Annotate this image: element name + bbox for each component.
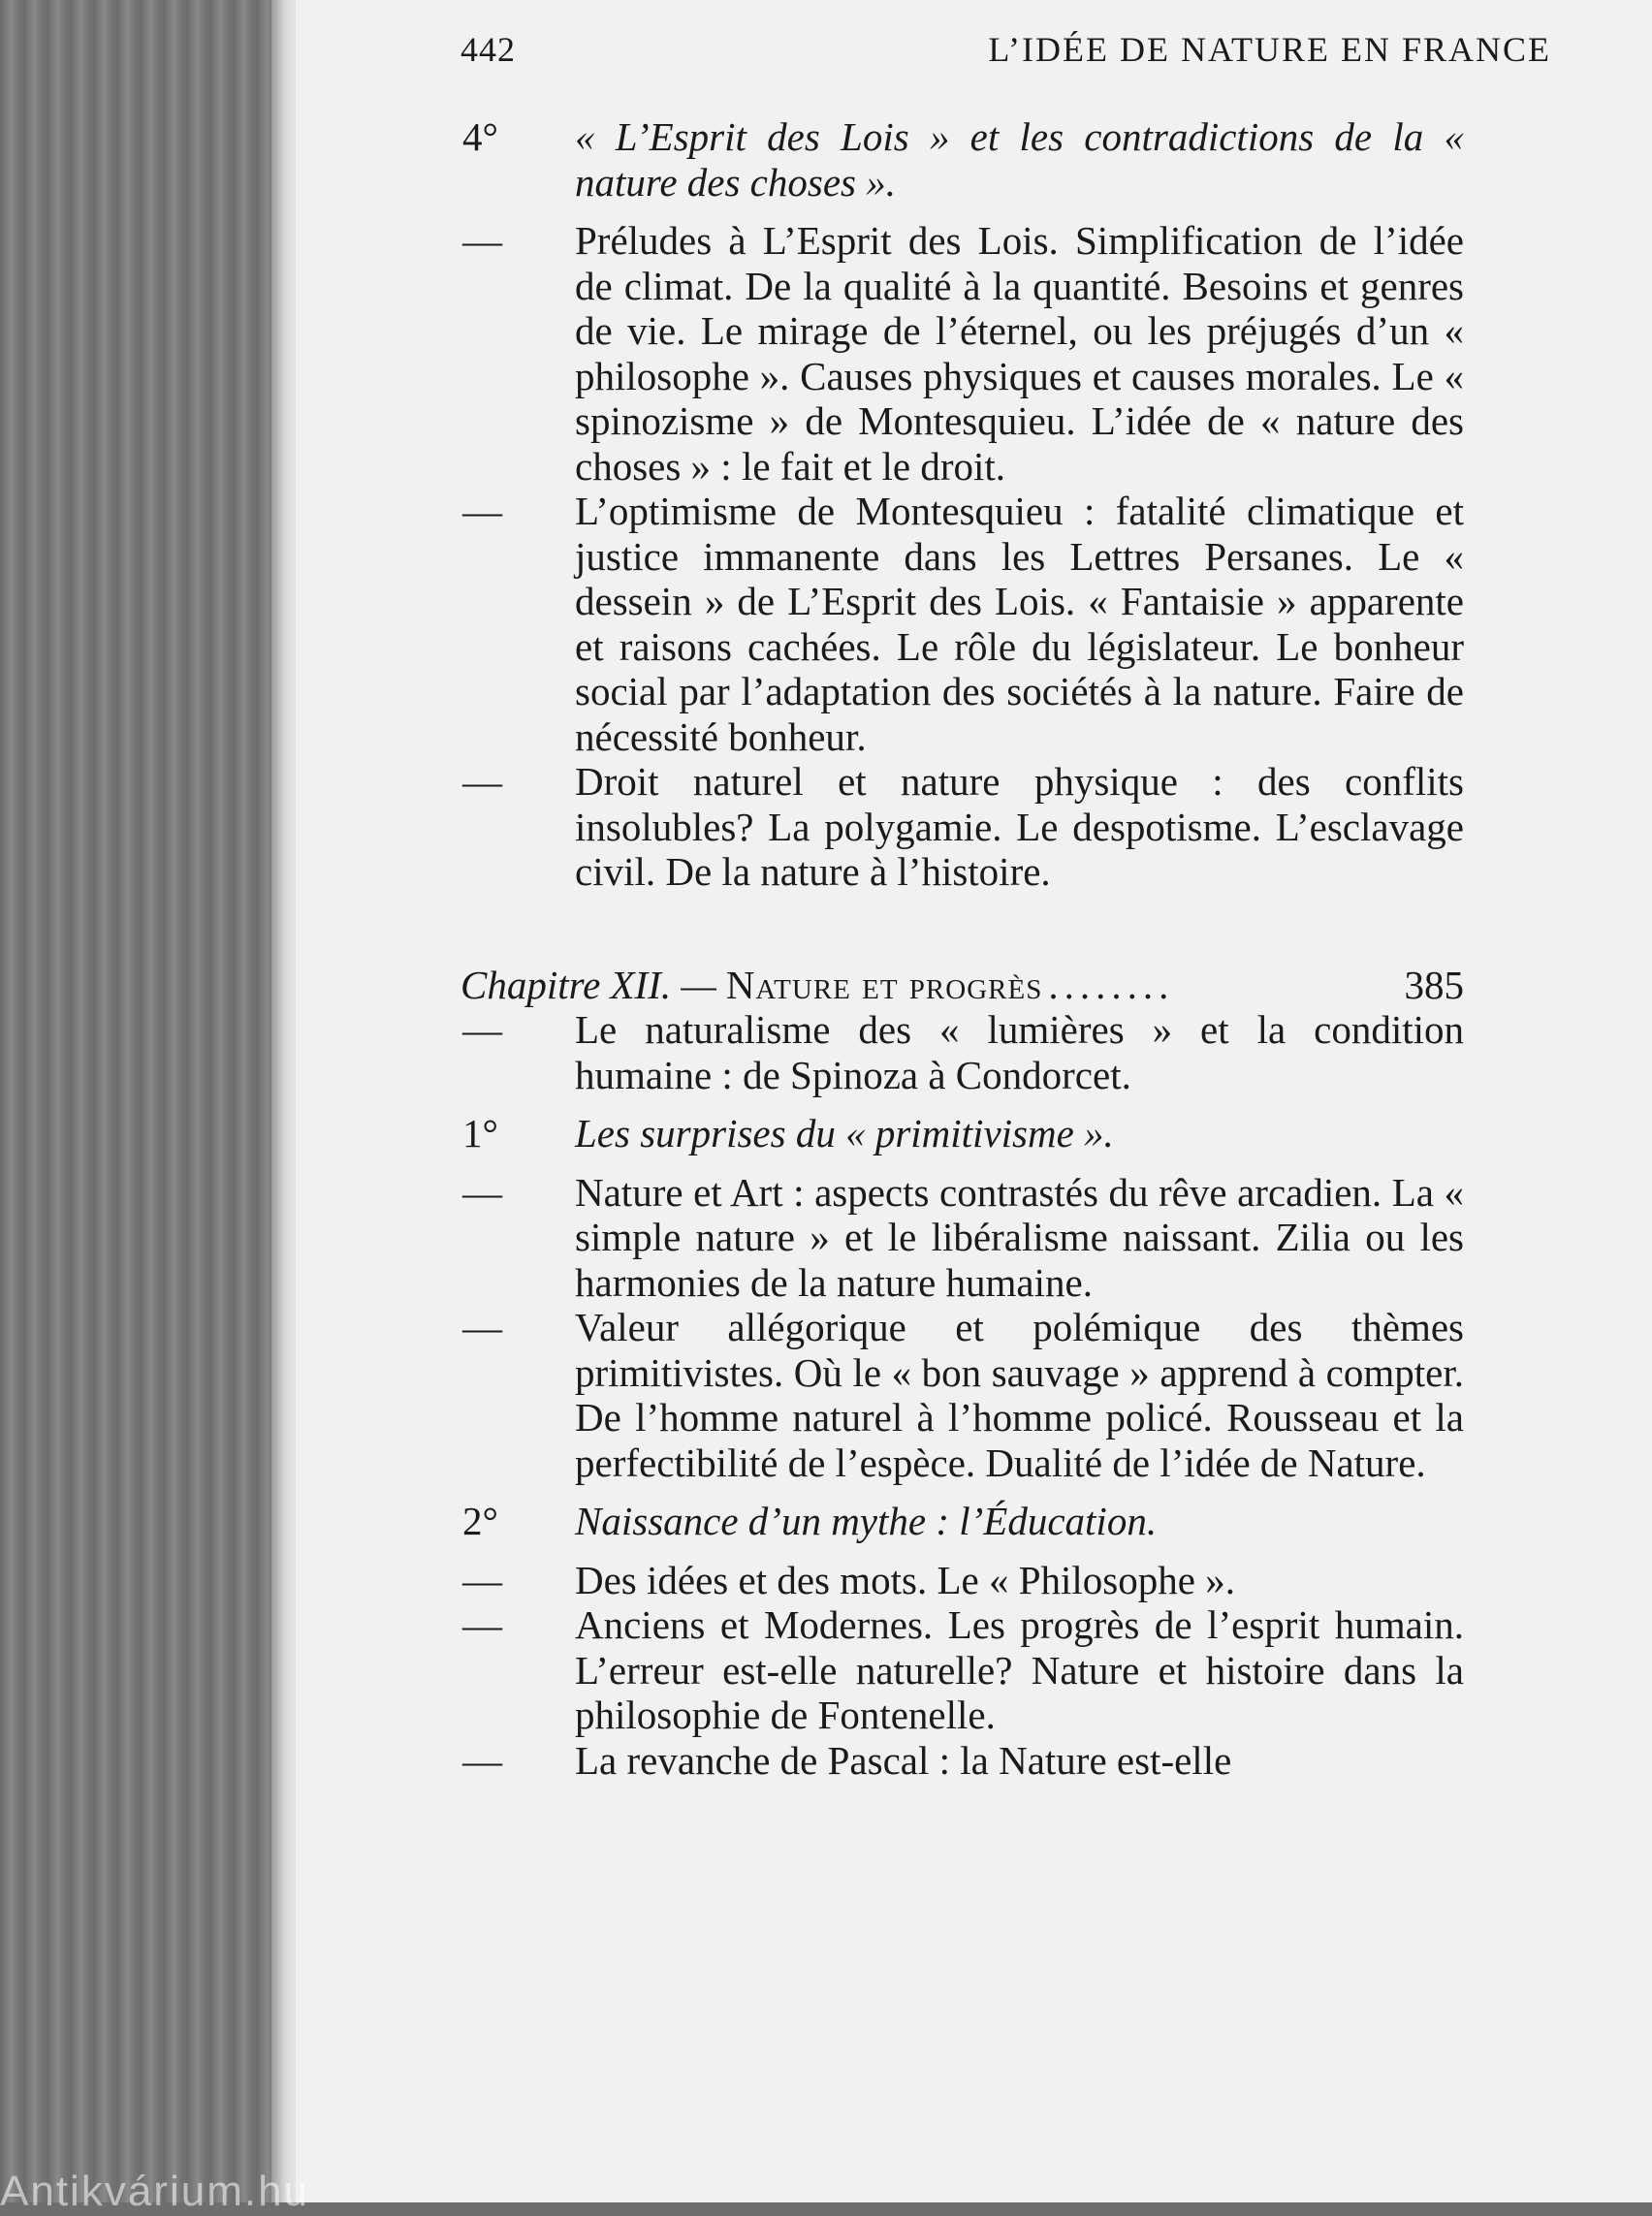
section-number: 2° xyxy=(462,1499,498,1543)
item-text: Des idées et des mots. Le « Philosophe ». xyxy=(575,1557,1235,1602)
dash-marker: — xyxy=(462,1305,502,1349)
item-text: Droit naturel et nature physique : des conflits insolubles? La polygamie. Le despotisme. L’esclavage civil. De la nature à l’histoire. xyxy=(575,759,1464,894)
dash-marker: — xyxy=(462,759,502,804)
section-title: « L’Esprit des Lois » et les contradictions de la « nature des choses ». xyxy=(575,114,1464,205)
item-text: Nature et Art : aspects contrastés du rêve arcadien. La « simple nature » et le libéralisme naissant. Zilia ou les harmonies de la nature humaine. xyxy=(575,1169,1464,1305)
section-number: 1° xyxy=(462,1111,498,1155)
section-title: Naissance d’un mythe : l’Éducation. xyxy=(575,1499,1158,1543)
chapter-heading xyxy=(461,963,1464,1008)
item-text: L’optimisme de Montesquieu : fatalité climatique et justice immanente dans les Lettres Persanes. Le « dessein » de L’Esprit des Lois. « Fantaisie » apparente et raisons cachées. Le rôle du législateur. Le bonheur social par l’adaptation des sociétés à la nature. Faire de nécessité bonheur. xyxy=(575,489,1464,759)
list-item xyxy=(461,1738,1464,1784)
dash-marker: — xyxy=(462,218,502,263)
dash-marker: — xyxy=(462,1737,502,1783)
item-text: Le naturalisme des « lumières » et la condition humaine : de Spinoza à Condorcet. xyxy=(575,1007,1464,1097)
running-title: L’IDÉE DE NATURE EN FRANCE xyxy=(988,30,1551,69)
section-title: Les surprises du « primitivisme ». xyxy=(575,1111,1114,1155)
table-of-contents xyxy=(461,114,1464,1783)
list-item xyxy=(461,759,1464,895)
leader-dots: ........ xyxy=(1048,962,1175,1007)
dash-marker: — xyxy=(462,1602,502,1647)
list-item xyxy=(461,1305,1464,1485)
book-gutter xyxy=(0,0,276,2202)
item-text: Préludes à L’Esprit des Lois. Simplification de l’idée de climat. De la qualité à la quantité. Besoins et genres de vie. Le mirage de l’éternel, ou les préjugés d’un « philosophe ». Causes physiques et causes morales. Le « spinozisme » de Montesquieu. L’idée de « nature des choses » : le fait et le droit. xyxy=(575,218,1464,489)
dash-marker: — xyxy=(462,1557,502,1602)
book-page xyxy=(296,0,1652,2202)
list-item xyxy=(461,1602,1464,1738)
item-text: Anciens et Modernes. Les progrès de l’esprit humain. L’erreur est-elle naturelle? Nature et histoire dans la philosophie de Fontenelle. xyxy=(575,1602,1464,1737)
chapter-title: Nature et progrès xyxy=(725,962,1043,1007)
dash-marker: — xyxy=(462,1007,502,1052)
list-item xyxy=(461,1007,1464,1097)
running-header xyxy=(461,29,1551,70)
chapter-page: 385 xyxy=(1404,962,1464,1007)
list-item xyxy=(461,1558,1464,1603)
section-heading xyxy=(461,114,1464,205)
chapter-label: Chapitre XII. — xyxy=(461,962,716,1007)
dash-marker: — xyxy=(462,1169,502,1215)
section-number: 4° xyxy=(462,114,498,159)
watermark: Antikvárium.hu xyxy=(0,2168,310,2215)
list-item xyxy=(461,489,1464,759)
section-heading xyxy=(461,1111,1464,1156)
page-number: 442 xyxy=(461,30,516,69)
dash-marker: — xyxy=(462,489,502,533)
item-text: Valeur allégorique et polémique des thèmes primitivistes. Où le « bon sauvage » apprend à compter. De l’homme naturel à l’homme policé. Rousseau et la perfectibilité de l’espèce. Dualité de l’idée de Nature. xyxy=(575,1305,1464,1485)
item-text: La revanche de Pascal : la Nature est-elle xyxy=(575,1737,1232,1783)
list-item xyxy=(461,218,1464,489)
list-item xyxy=(461,1170,1464,1306)
section-heading xyxy=(461,1499,1464,1544)
